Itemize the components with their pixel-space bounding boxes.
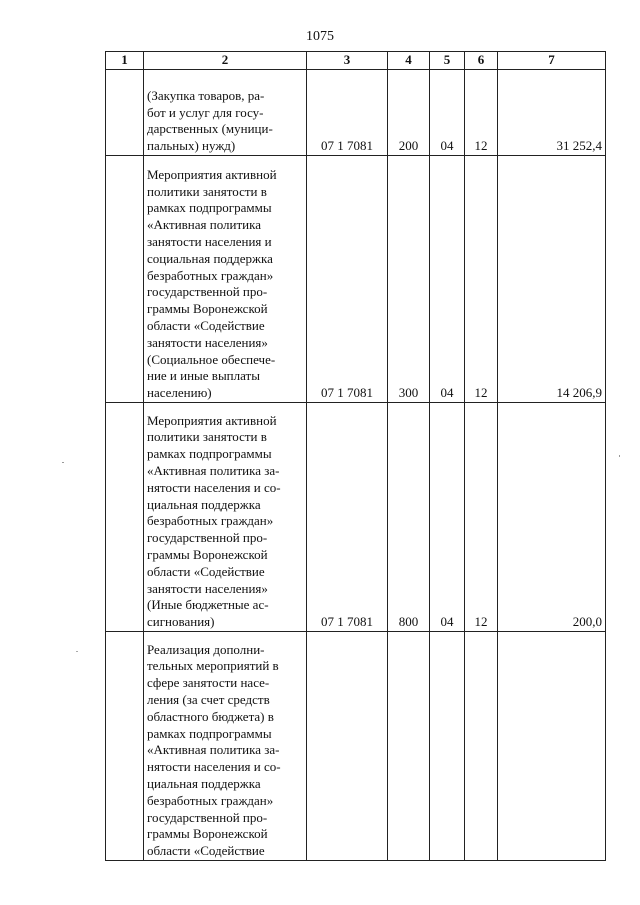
- table-row: [106, 156, 606, 403]
- header-col-5: 5: [430, 52, 465, 70]
- cell-section: 04: [430, 70, 465, 156]
- cell-description: Реализация дополни- тельных мероприятий в сфере занятости насе- ления (за счет средств областного бюджета) в рамках подпрограммы «Активная политика за- нятости населения и со- циальная поддержка безработных граждан» государственной про- граммы Воронежской области «Содействие: [144, 632, 307, 861]
- header-col-7: 7: [498, 52, 606, 70]
- header-col-4: 4: [388, 52, 430, 70]
- scan-speck: [76, 651, 78, 652]
- cell-description: Мероприятия активной политики занятости в рамках подпрограммы «Активная политика за- нятости населения и со- циальная поддержка безработных граждан» государственной про- граммы Воронежской области «Содействие занятости населения» (Иные бюджетные ас- сигнования): [144, 403, 307, 632]
- cell-expense-type: 300: [388, 156, 430, 403]
- header-col-6: 6: [465, 52, 498, 70]
- scan-speck: [619, 455, 620, 457]
- cell-subsection: 12: [465, 403, 498, 632]
- cell-section: 04: [430, 156, 465, 403]
- table-row: [106, 403, 606, 632]
- cell-amount: 200,0: [498, 403, 606, 632]
- cell-description: (Закупка товаров, ра- бот и услуг для госу- дарственных (муници- пальных) нужд): [144, 70, 307, 156]
- cell-amount: 14 206,9: [498, 156, 606, 403]
- cell-section: [430, 632, 465, 861]
- cell-col1: [106, 70, 144, 156]
- cell-expense-type: 200: [388, 70, 430, 156]
- cell-amount: 31 252,4: [498, 70, 606, 156]
- budget-table: [105, 51, 606, 861]
- cell-section: 04: [430, 403, 465, 632]
- cell-col1: [106, 403, 144, 632]
- cell-description: Мероприятия активной политики занятости в рамках подпрограммы «Активная политика занятости населения и социальная поддержка безработных граждан» государственной про- граммы Воронежской области «Содействие занятости населения» (Социальное обеспече- ние и иные выплаты населению): [144, 156, 307, 403]
- header-col-2: 2: [144, 52, 307, 70]
- cell-target-code: 07 1 7081: [307, 70, 388, 156]
- cell-col1: [106, 156, 144, 403]
- cell-subsection: [465, 632, 498, 861]
- header-col-1: 1: [106, 52, 144, 70]
- cell-col1: [106, 632, 144, 861]
- cell-amount: [498, 632, 606, 861]
- header-col-3: 3: [307, 52, 388, 70]
- page-number: 1075: [306, 29, 334, 44]
- cell-subsection: 12: [465, 156, 498, 403]
- scan-speck: [62, 462, 64, 463]
- cell-expense-type: [388, 632, 430, 861]
- cell-expense-type: 800: [388, 403, 430, 632]
- cell-target-code: 07 1 7081: [307, 156, 388, 403]
- table-row: [106, 70, 606, 156]
- cell-subsection: 12: [465, 70, 498, 156]
- table-row: [106, 632, 606, 861]
- cell-target-code: 07 1 7081: [307, 403, 388, 632]
- header-row: [106, 52, 606, 70]
- cell-target-code: [307, 632, 388, 861]
